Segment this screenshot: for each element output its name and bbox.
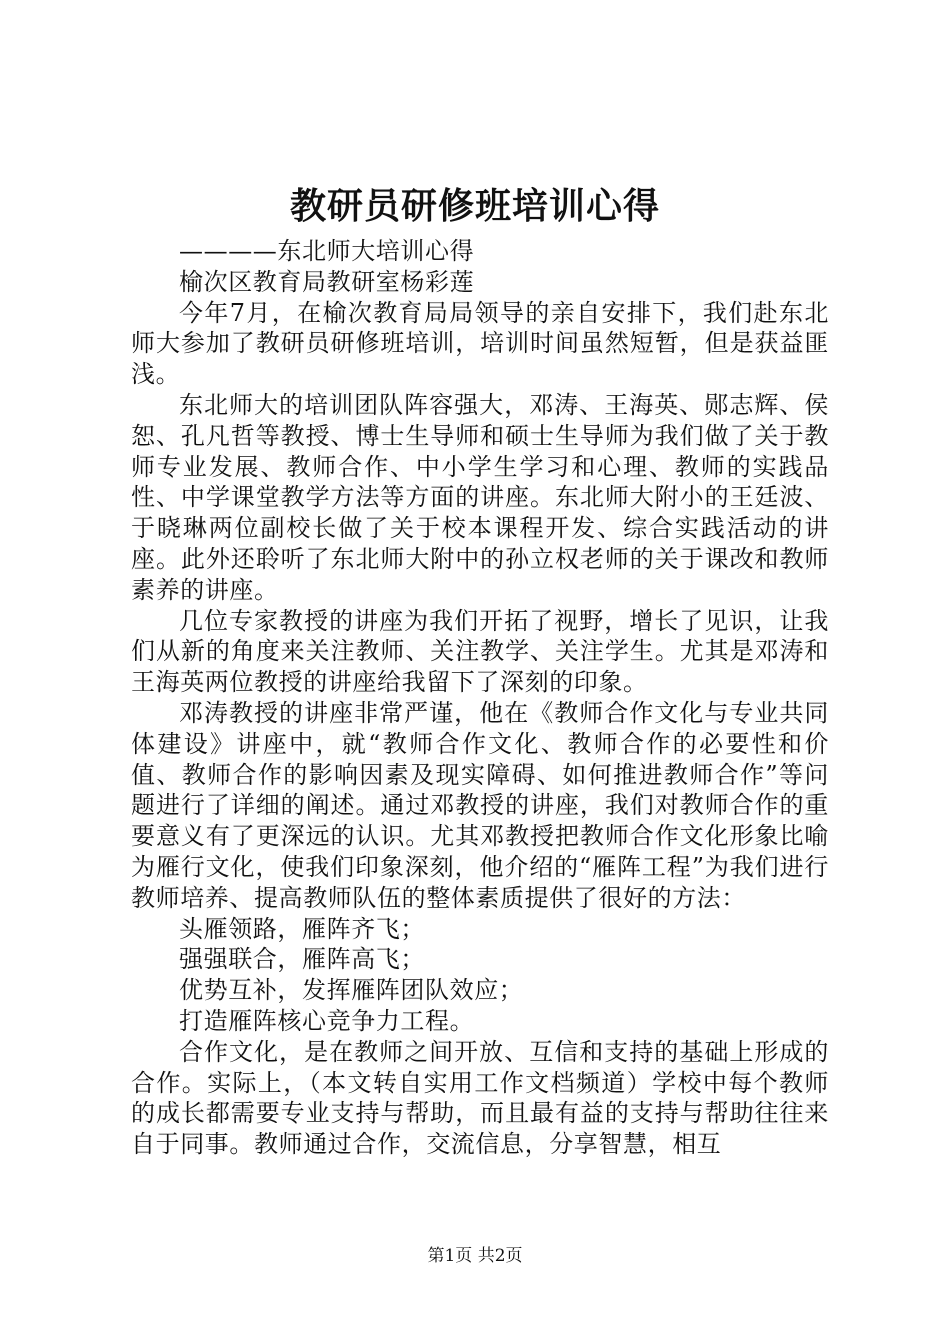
paragraph: 合作文化，是在教师之间开放、互信和支持的基础上形成的合作。实际上，（本文转自实用工作文档频道）学校中每个教师的成长都需要专业支持与帮助，而且最有益的支持与帮助往往来自于同事。教师通过合作，交流信息，分享智慧，相互 xyxy=(131,1037,829,1159)
author-line: 榆次区教育局教研室杨彩莲 xyxy=(179,267,475,296)
page-footer: 第1页 共2页 xyxy=(427,1246,523,1266)
document-body xyxy=(131,236,829,1160)
paragraph: 邓涛教授的讲座非常严谨，他在《教师合作文化与专业共同体建设》讲座中，就“教师合作文化、教师合作的必要性和价值、教师合作的影响因素及现实障碍、如何推进教师合作”等问题进行了详细的阐述。通过邓教授的讲座，我们对教师合作的重要意义有了更深远的认识。尤其邓教授把教师合作文化形象比喻为雁行文化，使我们印象深刻，他介绍的“雁阵工程”为我们进行教师培养、提高教师队伍的整体素质提供了很好的方法： xyxy=(131,698,829,912)
list-line: 打造雁阵核心竞争力工程。 xyxy=(179,1006,475,1035)
subtitle-line: ————东北师大培训心得 xyxy=(179,237,475,265)
document-title: 教研员研修班培训心得 xyxy=(289,186,660,227)
paragraph: 东北师大的培训团队阵容强大，邓涛、王海英、郧志辉、侯恕、孔凡哲等教授、博士生导师和硕士生导师为我们做了关于教师专业发展、教师合作、中小学生学习和心理、教师的实践品性、中学课堂教学方法等方面的讲座。东北师大附小的王廷波、于晓琳两位副校长做了关于校本课程开发、综合实践活动的讲座。此外还聆听了东北师大附中的孙立权老师的关于课改和教师素养的讲座。 xyxy=(131,390,829,604)
paragraph: 几位专家教授的讲座为我们开拓了视野，增长了见识，让我们从新的角度来关注教师、关注教学、关注学生。尤其是邓涛和王海英两位教授的讲座给我留下了深刻的印象。 xyxy=(131,606,829,697)
list-line: 优势互补，发挥雁阵团队效应； xyxy=(179,976,524,1005)
list-line: 头雁领路，雁阵齐飞； xyxy=(179,914,425,943)
list-line: 强强联合，雁阵高飞； xyxy=(179,945,425,974)
paragraph: 今年7月，在榆次教育局局领导的亲自安排下，我们赴东北师大参加了教研员研修班培训，培训时间虽然短暂，但是获益匪浅。 xyxy=(131,298,829,389)
